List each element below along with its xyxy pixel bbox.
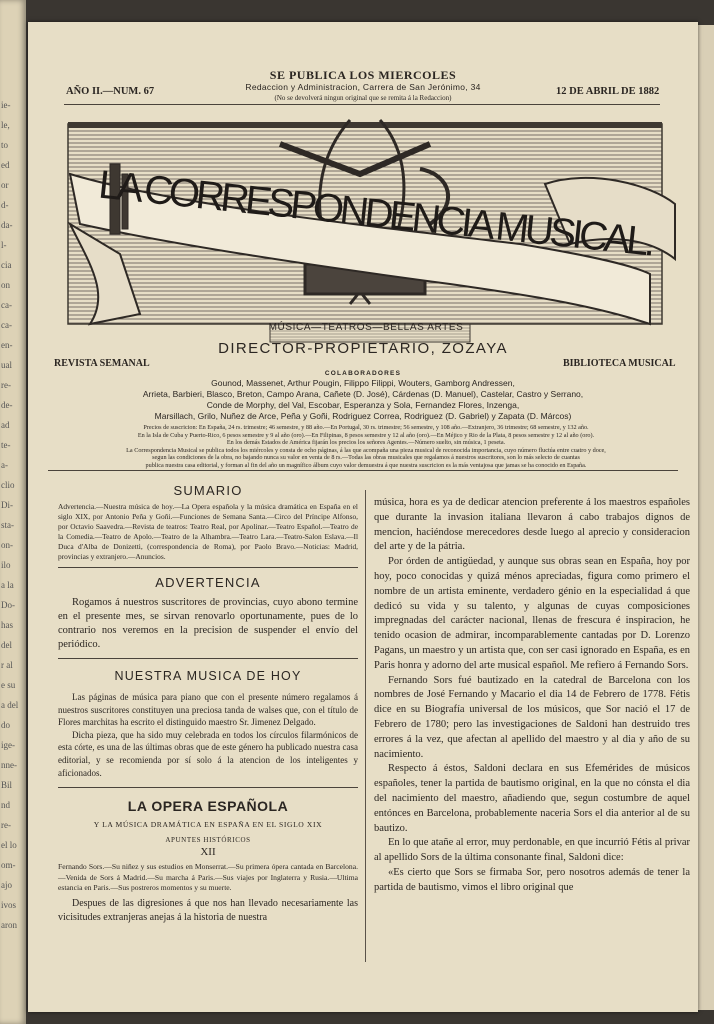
facing-page-fragment: a-	[1, 460, 8, 470]
facing-page-fragment: ca-	[1, 320, 12, 330]
advertencia-text: Rogamos á nuestros suscritores de provincias, cuyo abono termine en el presente mes, se sirvan renovarlo oportunamente, pues de lo contrario nos veremos en la precision de suspender el envío del periódico.	[58, 597, 358, 650]
masthead-title: LA CORRESPONDENCIA MUSICAL.	[96, 162, 659, 265]
header-rule	[64, 104, 660, 105]
publication-schedule: SE PUBLICA LOS MIERCOLES	[269, 68, 457, 82]
masthead-subtitle: MÚSICA—TEATROS—BELLAS ARTES	[268, 322, 464, 333]
section-rule	[58, 567, 358, 568]
facing-page-fragment: Di-	[1, 500, 13, 510]
facing-page-fragment: le,	[1, 120, 10, 130]
facing-page-fragment: to	[1, 140, 9, 150]
facing-page-fragment: Do-	[1, 600, 15, 610]
price-line: En los demás Estados de América fijarán los precios los señores Agentes.—Número suelto, sin música, 1 peseta.	[226, 439, 506, 447]
sumario-heading: SUMARIO	[173, 483, 243, 498]
collaborators-line-4: Marsillach, Grilo, Nuñez de Arce, Peña y Goñi, Rodriguez Correa, Rodriguez (D. Gabriel) y Zapata (D. Márcos)	[154, 411, 572, 421]
article-paragraph: Respecto á éstos, Saldoni declara en sus Efemérides de músicos españoles, tener la partida de bautismo original, en la que no cónsta el dia del nacimiento del maestro, añadiendo que, segun costumbre de aquel entónces en Barcelona, probablemente naceria Sors el dia anterior al de su bautizo.	[374, 763, 690, 834]
opera-paragraph-1: Despues de las digresiones á que nos han llevado necesariamente las vicisitudes extranjeras anejas á la historia de nuestra	[58, 898, 358, 924]
facing-page-edge	[0, 0, 26, 1024]
facing-page-fragment: re-	[1, 380, 11, 390]
article-paragraph: En lo que atañe al error, muy perdonable, en que incurrió Fétis al privar al apellido Sors de la última consonante final, Saldoni dice:	[374, 837, 690, 864]
facing-page-fragment: ca-	[1, 300, 12, 310]
collaborators-line-1: Gounod, Massenet, Arthur Pougin, Filippo Filippi, Wouters, Gamborg Andressen,	[211, 378, 515, 388]
section-rule	[58, 787, 358, 788]
article-paragraph: «Es cierto que Sors se firmaba Sor, pero nosotros además de tener la partida de bautismo, vimos el libro original que	[374, 866, 690, 893]
price-line: publica nuestra casa editorial, y forman al fin del año un magnífico álbum cuyo valor demuestra á que nuestra suscricion es la más ventajosa que jamas se ha conocido en España.	[145, 461, 587, 469]
facing-page-fragment: d-	[1, 200, 9, 210]
facing-page-fragment: re-	[1, 820, 11, 830]
subscription-prices	[56, 424, 676, 470]
facing-page-fragment: on-	[1, 540, 13, 550]
price-line: La Correspondencia Musical se publica todos los miércoles y consta de ocho páginas, á las que acompaña una pieza musical de reconocida importancia, cuyo número fluctúa entre cuatro y doce,	[126, 446, 606, 454]
facing-page-fragment: el lo	[1, 840, 17, 850]
facing-page-fragment: e su	[1, 680, 16, 690]
weekly-review-label: REVISTA SEMANAL	[54, 358, 150, 369]
article-paragraph: Fernando Sors fué bautizado en la catedral de Barcelona con los nombres de José Fernando y Macario el dia 14 de Febrero de 1778. Fétis dice en su Biografía universal de los músicos, que Sor nació el 17 de Febrero de 1780; pero las investigaciones de Saldoni han destruido tres errores á la vez, que afectan al apellido del maestro y al dia y año de su nacimiento.	[374, 674, 690, 760]
facing-page-fragment: clio	[1, 480, 15, 490]
collaborators-heading: COLABORADORES	[324, 370, 402, 377]
facing-page-fragment: de-	[1, 400, 13, 410]
director-line: DIRECTOR-PROPIETARIO, ZOZAYA	[218, 340, 508, 357]
returns-note: (No se devolverá ningun original que se remita á la Redaccion)	[274, 94, 452, 102]
newspaper-page	[28, 22, 698, 1012]
opera-notes-label: APUNTES HISTÓRICOS	[165, 836, 251, 845]
page-edge-right	[698, 25, 714, 1010]
facing-page-fragment: on	[1, 280, 10, 290]
issue-number: AÑO II.—NUM. 67	[66, 86, 155, 97]
article-paragraph: música, hora es ya de dedicar atencion preferente á los maestros españoles que durante la invasion italiana llevaron á cabo trabajos dignos de mencion, haciéndose merecedores desde luego al aprecio y consideracion del arte y de la pátria.	[374, 497, 690, 553]
facing-page-fragment: ad	[1, 420, 10, 430]
advertencia-heading: ADVERTENCIA	[155, 575, 261, 590]
opera-heading: LA OPERA ESPAÑOLA	[127, 798, 289, 815]
facing-page-fragment: a del	[1, 700, 19, 710]
facing-page-fragment: ilo	[1, 560, 11, 570]
masthead-engraving	[50, 114, 680, 354]
facing-page-fragment: ajo	[1, 880, 12, 890]
facing-page-fragment: ie-	[1, 100, 11, 110]
opera-subheading: Y LA MÚSICA DRAMÁTICA EN ESPAÑA EN EL SIGLO XIX	[93, 820, 323, 830]
opera-chapter-summary: Fernando Sors.—Su niñez y sus estudios en Monserrat.—Su primera ópera cantada en Barcelona.—Venida de Sors á Madrid.—Su marcha á Paris.—Sus viajes por Inglaterra y Rusia.—Ultima estancia en Paris.—Sus postreros momentos y su muerte.	[58, 862, 358, 892]
facing-page-fragment: ual	[1, 360, 12, 370]
opera-chapter-number: XII	[200, 846, 216, 859]
column-divider	[365, 490, 366, 962]
facing-page-fragment: ivos	[1, 900, 17, 910]
facing-page-fragment: da-	[1, 220, 13, 230]
facing-page-fragment: nne-	[1, 760, 17, 770]
facing-page-fragment: aron	[1, 920, 17, 930]
section-rule	[58, 658, 358, 659]
facing-page-fragment: te-	[1, 440, 11, 450]
left-column	[58, 477, 358, 925]
facing-page-fragment: nd	[1, 800, 10, 810]
facing-page-fragment: ige-	[1, 740, 15, 750]
musica-paragraph-1: Las páginas de música para piano que con el presente número regalamos á nuestros suscritores constituyen una preciosa tanda de walses que, con el título de Flores marchitas ha escrito el distinguido maestro Sr. Jimenez Delgado.	[58, 692, 358, 728]
collaborators-line-2: Arrieta, Barbieri, Blasco, Breton, Campo Arana, Cañete (D. José), Cárdenas (D. Manuel), Castelar, Castro y Serrano,	[142, 389, 584, 399]
collaborators-line-3: Conde de Morphy, del Val, Escobar, Esperanza y Sola, Fernandez Flores, Inzenga,	[206, 400, 520, 410]
facing-page-fragment: a la	[1, 580, 14, 590]
sumario-text: Advertencia.—Nuestra música de hoy.—La Opera española y la música dramática en España en el siglo XIX, por Antonio Peña y Goñi.—Funciones de Semana Santa.—Circo del Príncipe Alfonso, por Octavio Saavedra.—Revista de teatros: Teatro Real, por Apolinar.—Teatro Español.—Teatro de la Comedia.—Teatro de Apolo.—Teatro de la Alhambra.—Teatro Lara.—Teatro-Salon Eslava.—Il Duca d'Alba de Donizetti, (correspondencia de Roma), por Paolo Bravo.—Noticias: Madrid, provincias y extranjero.—Anuncios.	[58, 502, 358, 561]
masthead-bottom-rule	[48, 470, 678, 471]
price-line: segun las condiciones de la obra, no bajando nunca su valor en venta de 8 rs.—Todas las obras musicales que regalamos á nuestros suscritores, son lo más selecto de cuantas	[152, 454, 580, 462]
facing-page-fragment: r al	[1, 660, 13, 670]
facing-page-fragment: or	[1, 180, 9, 190]
article-paragraph: Por órden de antigüedad, y aunque sus obras sean en España, hoy por hoy, poco conocidas y quizá ménos apreciadas, figura como primero el nombre de un artista eminente, verdadero génio en la especialidad á que dedicó su vida y su talento, y algunas de cuyas composiciones impregnadas del carácter nacional, llenas de frescura é inspiracion, he tenido ocasion de admirar, incomparablemente cantadas por D. Lorenzo Pagans, un maestro y un artista que, con ser casi ignorado en España, es en Paris honra y adorno del arte musical español. Me refiero á Fernando Sors.	[374, 556, 690, 671]
musica-paragraph-2: Dicha pieza, que ha sido muy celebrada en todos los círculos filarmónicos de esta córte, es una de las últimas obras que de este género ha publicado nuestra casa editorial, y se recomienda por sí solo á la atencion de los inteligentes y aficionados.	[58, 729, 358, 778]
facing-page-fragment: sta-	[1, 520, 14, 530]
facing-page-fragment: cia	[1, 260, 12, 270]
musica-heading: NUESTRA MUSICA DE HOY	[114, 669, 302, 683]
facing-page-fragment: l-	[1, 240, 7, 250]
facing-page-fragment: has	[1, 620, 13, 630]
facing-page-fragment: om-	[1, 860, 16, 870]
facing-page-fragment: ed	[1, 160, 10, 170]
price-line: En la Isla de Cuba y Puerto-Rico, 6 pesos semestre y 9 al año (oro).—En Filipinas, 8 pesos semestre y 12 al año (oro).—En Méjico y Rio de la Plata, 8 pesos semestre y 12 al año (oro).	[137, 431, 595, 439]
price-line: Precios de suscricion: En España, 24 rs. trimestre; 46 semestre, y 88 año.—En Portugal, 30 rs. trimestre; 56 semestre, y 108 año.—Extranjero, 36 trimestre; 68 semestre, y 132 año.	[143, 424, 589, 431]
facing-page-fragment: Bil	[1, 780, 13, 790]
facing-page-fragment: en-	[1, 340, 13, 350]
issue-date: 12 DE ABRIL DE 1882	[556, 86, 660, 97]
facing-page-fragment: del	[1, 640, 12, 650]
right-column	[374, 496, 690, 896]
facing-page-fragment: do	[1, 720, 10, 730]
music-library-label: BIBLIOTECA MUSICAL	[563, 358, 676, 369]
address-line: Redaccion y Administracion, Carrera de San Jerónimo, 34	[245, 82, 481, 92]
